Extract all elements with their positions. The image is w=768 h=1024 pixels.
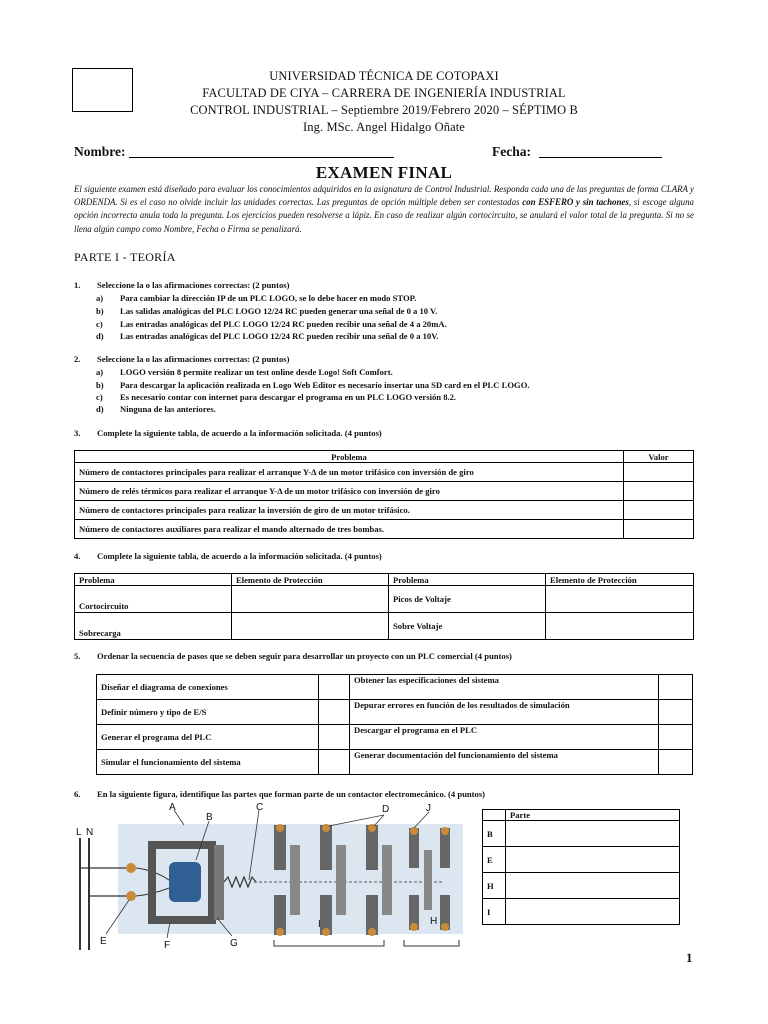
q2-option-c[interactable]: c) Es necesario contar con internet para descargar el programa en un PLC LOGO versión 8.2.: [96, 392, 457, 402]
table-row: [75, 613, 694, 640]
q1-option-a[interactable]: a) Para cambiar la dirección IP de un PLC LOGO, se lo debe hacer en modo STOP.: [96, 293, 417, 303]
table-row: [75, 482, 694, 501]
q4-problem-sobrecarga: Sobrecarga: [75, 613, 232, 640]
label-j: J: [426, 803, 431, 814]
q6-table: [482, 809, 680, 925]
course-name: CONTROL INDUSTRIAL – Septiembre 2019/Febrero 2020 – SÉPTIMO B: [190, 103, 578, 117]
date-label: Fecha:: [492, 144, 531, 159]
table-row: [97, 725, 693, 750]
coil: [169, 862, 201, 902]
exam-instructions: El siguiente examen está diseñado para evaluar los conocimientos adquiridos en la asignatura de Control Industrial. Responda cada una de las preguntas de forma CLARA y ORDENDA. Si es el caso no olvide incluir las unidades correctas. Las preguntas de opción múltiple deben ser contestadas con ESFERO y sin tachones, si escoge alguna opción incorrecta anula toda la pregunta. Los ejercicios pueden resolverse a lápiz. En caso de realizar algún cortocircuito, se anulará el valor total de la pregunta. Si no se llena algún campo como Nombre, Fecha o Firma se penalizará.: [74, 184, 694, 234]
terminal-top: [126, 863, 136, 873]
q4-problem-cortocircuito: Cortocircuito: [75, 586, 232, 613]
q4-answer-3[interactable]: [232, 613, 389, 640]
teacher-name: Ing. MSc. Angel Hidalgo Oñate: [303, 120, 465, 134]
q6-label-h: H: [483, 873, 506, 899]
q5-step-3: Definir número y tipo de E/S: [97, 700, 319, 725]
part-title: PARTE I - TEORÍA: [74, 250, 176, 264]
q1-option-b[interactable]: b) Las salidas analógicas del PLC LOGO 12/24 RC pueden generar una señal de 0 a 10 V.: [96, 306, 438, 316]
name-field[interactable]: [129, 157, 394, 158]
question-1: 1. Seleccione la o las afirmaciones correctas: (2 puntos): [74, 280, 290, 290]
table-row: [483, 873, 680, 899]
table-row: [483, 847, 680, 873]
label-f: F: [164, 940, 171, 950]
label-d: D: [382, 804, 390, 815]
q6-label-i: I: [483, 899, 506, 925]
name-label: Nombre:: [74, 144, 126, 159]
q5-order-5[interactable]: [319, 725, 350, 750]
q4-answer-4[interactable]: [546, 613, 694, 640]
q3-problem-2: Número de relés térmicos para realizar el arranque Y-Δ de un motor trifásico con inversión de giro: [75, 482, 624, 501]
q4-table: [74, 573, 694, 640]
q3-problem-3: Número de contactores principales para realizar la inversión de giro de un motor trifásico.: [75, 501, 624, 520]
q5-order-3[interactable]: [319, 700, 350, 725]
q3-value-1[interactable]: [624, 463, 694, 482]
question-6: 6. En la siguiente figura, identifique las partes que forman parte de un contactor electromecánico. (4 puntos): [74, 789, 486, 799]
q5-order-2[interactable]: [659, 675, 693, 700]
q4-problem-picos: Picos de Voltaje: [389, 586, 546, 613]
table-row: [75, 586, 694, 613]
q4-header-problem-2: Problema: [389, 574, 546, 586]
q5-step-1: Diseñar el diagrama de conexiones: [97, 675, 319, 700]
table-row: [97, 700, 693, 725]
q3-table: [74, 450, 694, 539]
q2-option-a[interactable]: a) LOGO versión 8 permite realizar un test online desde Logo! Soft Comfort.: [96, 367, 393, 377]
q1-option-d[interactable]: d) Las entradas analógicas del PLC LOGO 12/24 RC pueden recibir una señal de 0 a 10V.: [96, 331, 439, 341]
label-n: N: [86, 827, 94, 838]
q3-value-3[interactable]: [624, 501, 694, 520]
q6-answer-i[interactable]: [506, 899, 680, 925]
q3-header-value: Valor: [624, 451, 694, 463]
q5-order-4[interactable]: [659, 700, 693, 725]
q3-header-problem: Problema: [75, 451, 624, 463]
label-h: H: [430, 916, 438, 927]
q5-table: [96, 674, 693, 775]
table-row: [75, 501, 694, 520]
university-name: UNIVERSIDAD TÉCNICA DE COTOPAXI: [269, 69, 499, 83]
table-row: [97, 750, 693, 775]
table-row: [483, 821, 680, 847]
table-row: [75, 463, 694, 482]
date-field[interactable]: [539, 157, 662, 158]
q5-step-2: Obtener las especificaciones del sistema: [350, 675, 659, 700]
q6-answer-b[interactable]: [506, 821, 680, 847]
faculty-name: FACULTAD DE CIYA – CARRERA DE INGENIERÍA INDUSTRIAL: [202, 86, 566, 100]
q6-answer-h[interactable]: [506, 873, 680, 899]
q5-order-7[interactable]: [319, 750, 350, 775]
q4-answer-1[interactable]: [232, 586, 389, 613]
armature: [214, 845, 224, 920]
question-5: 5. Ordenar la secuencia de pasos que se deben seguir para desarrollar un proyecto con un PLC comercial (4 puntos): [74, 651, 512, 661]
q5-step-8: Generar documentación del funcionamiento del sistema: [350, 750, 659, 775]
q5-order-6[interactable]: [659, 725, 693, 750]
q3-value-2[interactable]: [624, 482, 694, 501]
exam-title: EXAMEN FINAL: [315, 163, 453, 182]
question-2: 2. Seleccione la o las afirmaciones correctas: (2 puntos): [74, 354, 290, 364]
q3-problem-1: Número de contactores principales para realizar el arranque Y-Δ de un motor trifásico con inversión de giro: [75, 463, 624, 482]
q5-step-7: Simular el funcionamiento del sistema: [97, 750, 319, 775]
q6-header-empty: [483, 810, 506, 821]
q5-step-5: Generar el programa del PLC: [97, 725, 319, 750]
q4-header-protection-1: Elemento de Protección: [232, 574, 389, 586]
q4-answer-2[interactable]: [546, 586, 694, 613]
label-e: E: [100, 936, 107, 947]
label-b: B: [206, 812, 213, 823]
q1-option-c[interactable]: c) Las entradas analógicas del PLC LOGO 12/24 RC pueden recibir una señal de 4 a 20mA.: [96, 319, 447, 329]
q6-header-part: Parte: [506, 810, 680, 821]
q5-order-1[interactable]: [319, 675, 350, 700]
q6-answer-e[interactable]: [506, 847, 680, 873]
q4-problem-sobrevoltaje: Sobre Voltaje: [389, 613, 546, 640]
label-a: A: [169, 802, 176, 813]
label-i: I: [318, 919, 321, 930]
q2-option-d[interactable]: d) Ninguna de las anteriores.: [96, 404, 216, 414]
table-row: [483, 899, 680, 925]
q5-step-4: Depurar errores en función de los resultados de simulación: [350, 700, 659, 725]
question-4: 4. Complete la siguiente tabla, de acuerdo a la información solicitada. (4 puntos): [74, 551, 382, 561]
q6-label-e: E: [483, 847, 506, 873]
page-number: 1: [686, 950, 693, 965]
q4-header-problem-1: Problema: [75, 574, 232, 586]
terminal-bottom: [126, 891, 136, 901]
label-l: L: [76, 827, 82, 838]
q4-header-protection-2: Elemento de Protección: [546, 574, 694, 586]
label-g: G: [230, 938, 238, 949]
q5-step-6: Descargar el programa en el PLC: [350, 725, 659, 750]
q2-option-b[interactable]: b) Para descargar la aplicación realizada en Logo Web Editor es necesario insertar una SD card en el PLC LOGO.: [96, 380, 530, 390]
q5-order-8[interactable]: [659, 750, 693, 775]
contactor-figure: [74, 800, 469, 950]
q3-value-4[interactable]: [624, 520, 694, 539]
q3-problem-4: Número de contactores auxiliares para realizar el mando alternado de tres bombas.: [75, 520, 624, 539]
table-row: [97, 675, 693, 700]
q6-label-b: B: [483, 821, 506, 847]
label-c: C: [256, 802, 264, 813]
question-3: 3. Complete la siguiente tabla, de acuerdo a la información solicitada. (4 puntos): [74, 428, 382, 438]
table-row: [75, 520, 694, 539]
